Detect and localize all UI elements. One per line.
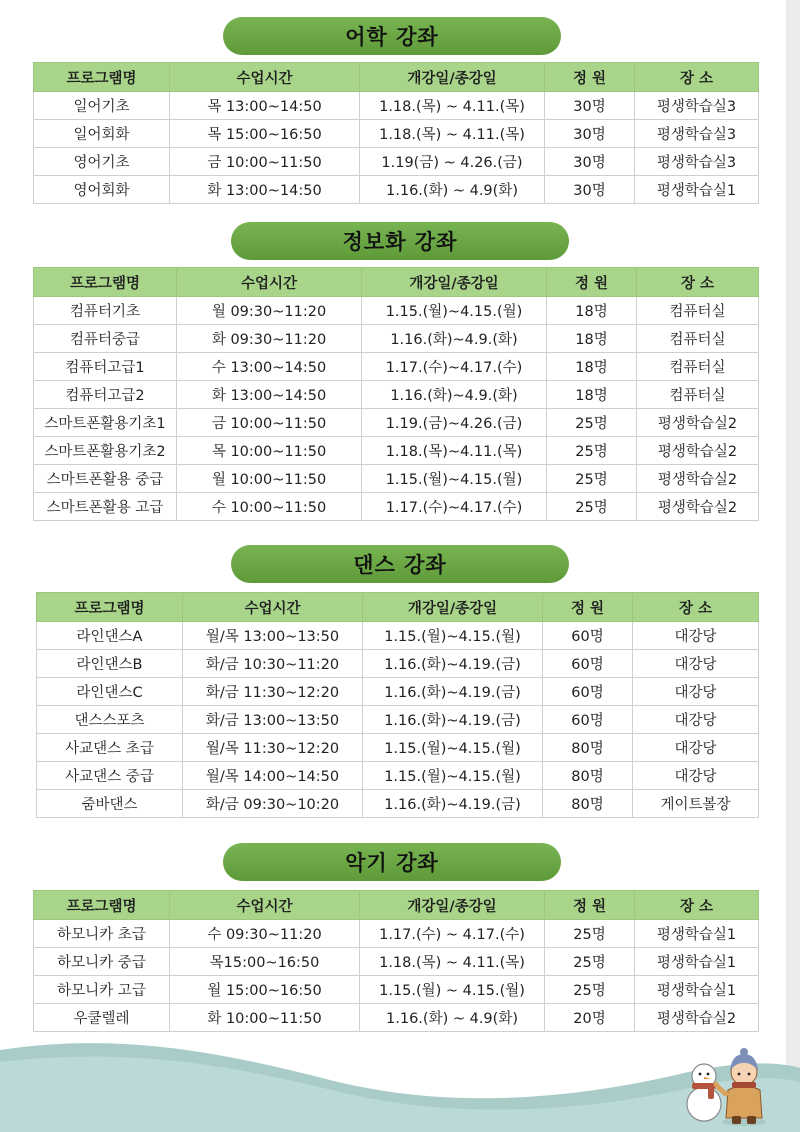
- section-title: 악기 강좌: [223, 843, 561, 881]
- cell-capacity: 80명: [543, 734, 633, 762]
- cell-capacity: 18명: [547, 353, 637, 381]
- cell-location: 평생학습실1: [635, 976, 759, 1004]
- cell-dates: 1.16.(화)~4.19.(금): [363, 790, 543, 818]
- cell-capacity: 60명: [543, 622, 633, 650]
- table-row: [34, 437, 759, 465]
- cell-capacity: 30명: [545, 120, 635, 148]
- cell-dates: 1.17.(수)~4.17.(수): [362, 353, 547, 381]
- table-row: [37, 790, 759, 818]
- cell-capacity: 20명: [545, 1004, 635, 1032]
- cell-time: 화 10:00~11:50: [170, 1004, 360, 1032]
- cell-location: 평생학습실2: [637, 437, 759, 465]
- table-row: [37, 650, 759, 678]
- cell-program: 스마트폰활용기초1: [34, 409, 177, 437]
- cell-location: 대강당: [633, 678, 759, 706]
- cell-dates: 1.15.(월)~4.15.(월): [362, 465, 547, 493]
- cell-time: 월 15:00~16:50: [170, 976, 360, 1004]
- cell-program: 일어기초: [34, 92, 170, 120]
- course-table: [33, 267, 759, 521]
- cell-location: 대강당: [633, 622, 759, 650]
- table-row: [37, 734, 759, 762]
- cell-location: 평생학습실1: [635, 176, 759, 204]
- cell-program: 라인댄스B: [37, 650, 183, 678]
- cell-capacity: 25명: [545, 948, 635, 976]
- cell-location: 평생학습실2: [635, 1004, 759, 1032]
- cell-time: 화/금 11:30~12:20: [183, 678, 363, 706]
- section-title: 댄스 강좌: [231, 545, 569, 583]
- cell-program: 스마트폰활용기초2: [34, 437, 177, 465]
- table-row: [34, 148, 759, 176]
- cell-dates: 1.16.(화) ~ 4.9(화): [360, 1004, 545, 1032]
- cell-capacity: 25명: [545, 920, 635, 948]
- cell-dates: 1.15.(월) ~ 4.15.(월): [360, 976, 545, 1004]
- cell-program: 댄스스포츠: [37, 706, 183, 734]
- header-time: 수업시간: [170, 891, 360, 920]
- cell-location: 게이트볼장: [633, 790, 759, 818]
- cell-dates: 1.17.(수)~4.17.(수): [362, 493, 547, 521]
- table-header-row: [37, 593, 759, 622]
- cell-time: 월 10:00~11:50: [177, 465, 362, 493]
- cell-dates: 1.19.(금)~4.26.(금): [362, 409, 547, 437]
- table-row: [34, 409, 759, 437]
- cell-capacity: 25명: [547, 437, 637, 465]
- cell-time: 수 13:00~14:50: [177, 353, 362, 381]
- table-row: [34, 948, 759, 976]
- table-row: [37, 678, 759, 706]
- cell-dates: 1.15.(월)~4.15.(월): [363, 622, 543, 650]
- table-row: [34, 976, 759, 1004]
- cell-capacity: 18명: [547, 297, 637, 325]
- cell-time: 수 10:00~11:50: [177, 493, 362, 521]
- cell-location: 평생학습실1: [635, 920, 759, 948]
- cell-capacity: 60명: [543, 650, 633, 678]
- cell-dates: 1.16.(화)~4.19.(금): [363, 706, 543, 734]
- table-row: [34, 920, 759, 948]
- cell-location: 평생학습실3: [635, 148, 759, 176]
- cell-dates: 1.19(금) ~ 4.26.(금): [360, 148, 545, 176]
- section-title: 정보화 강좌: [231, 222, 569, 260]
- header-location: 장 소: [635, 63, 759, 92]
- table-row: [34, 120, 759, 148]
- cell-time: 목 15:00~16:50: [170, 120, 360, 148]
- header-capacity: 정 원: [545, 891, 635, 920]
- course-table: [33, 890, 759, 1032]
- table-row: [34, 297, 759, 325]
- cell-program: 라인댄스A: [37, 622, 183, 650]
- header-location: 장 소: [635, 891, 759, 920]
- cell-dates: 1.16.(화)~4.9.(화): [362, 381, 547, 409]
- cell-capacity: 18명: [547, 325, 637, 353]
- cell-time: 월/목 11:30~12:20: [183, 734, 363, 762]
- cell-dates: 1.16.(화)~4.9.(화): [362, 325, 547, 353]
- cell-location: 대강당: [633, 734, 759, 762]
- cell-location: 평생학습실2: [637, 465, 759, 493]
- cell-time: 화/금 13:00~13:50: [183, 706, 363, 734]
- header-capacity: 정 원: [547, 268, 637, 297]
- cell-time: 목 13:00~14:50: [170, 92, 360, 120]
- course-table: [36, 592, 759, 818]
- cell-capacity: 30명: [545, 148, 635, 176]
- cell-capacity: 60명: [543, 678, 633, 706]
- cell-capacity: 25명: [545, 976, 635, 1004]
- page-edge: [786, 0, 800, 1132]
- cell-time: 금 10:00~11:50: [170, 148, 360, 176]
- cell-time: 월/목 13:00~13:50: [183, 622, 363, 650]
- header-dates: 개강일/종강일: [360, 63, 545, 92]
- cell-capacity: 80명: [543, 790, 633, 818]
- cell-dates: 1.18.(목) ~ 4.11.(목): [360, 948, 545, 976]
- cell-capacity: 30명: [545, 176, 635, 204]
- header-dates: 개강일/종강일: [363, 593, 543, 622]
- cell-location: 평생학습실2: [637, 409, 759, 437]
- cell-dates: 1.18.(목)~4.11.(목): [362, 437, 547, 465]
- cell-program: 스마트폰활용 고급: [34, 493, 177, 521]
- table-row: [34, 92, 759, 120]
- cell-capacity: 18명: [547, 381, 637, 409]
- table-row: [37, 622, 759, 650]
- cell-time: 수 09:30~11:20: [170, 920, 360, 948]
- cell-program: 스마트폰활용 중급: [34, 465, 177, 493]
- cell-capacity: 60명: [543, 706, 633, 734]
- snowman-child-illustration: [678, 1030, 778, 1130]
- cell-dates: 1.16.(화)~4.19.(금): [363, 650, 543, 678]
- cell-time: 목15:00~16:50: [170, 948, 360, 976]
- header-capacity: 정 원: [543, 593, 633, 622]
- table-row: [37, 762, 759, 790]
- table-row: [37, 706, 759, 734]
- cell-program: 영어기초: [34, 148, 170, 176]
- header-dates: 개강일/종강일: [360, 891, 545, 920]
- cell-dates: 1.16.(화)~4.19.(금): [363, 678, 543, 706]
- cell-dates: 1.15.(월)~4.15.(월): [363, 734, 543, 762]
- cell-location: 평생학습실1: [635, 948, 759, 976]
- cell-program: 사교댄스 중급: [37, 762, 183, 790]
- cell-dates: 1.18.(목) ~ 4.11.(목): [360, 92, 545, 120]
- header-program: 프로그램명: [34, 891, 170, 920]
- cell-program: 하모니카 중급: [34, 948, 170, 976]
- cell-time: 화/금 10:30~11:20: [183, 650, 363, 678]
- table-header-row: [34, 268, 759, 297]
- cell-dates: 1.15.(월)~4.15.(월): [362, 297, 547, 325]
- cell-program: 하모니카 초급: [34, 920, 170, 948]
- cell-program: 컴퓨터기초: [34, 297, 177, 325]
- cell-location: 컴퓨터실: [637, 353, 759, 381]
- cell-dates: 1.17.(수) ~ 4.17.(수): [360, 920, 545, 948]
- header-program: 프로그램명: [34, 63, 170, 92]
- cell-capacity: 80명: [543, 762, 633, 790]
- table-row: [34, 493, 759, 521]
- cell-location: 평생학습실3: [635, 92, 759, 120]
- cell-time: 목 10:00~11:50: [177, 437, 362, 465]
- header-location: 장 소: [633, 593, 759, 622]
- header-program: 프로그램명: [37, 593, 183, 622]
- header-capacity: 정 원: [545, 63, 635, 92]
- cell-location: 평생학습실2: [637, 493, 759, 521]
- cell-location: 컴퓨터실: [637, 297, 759, 325]
- cell-program: 사교댄스 초급: [37, 734, 183, 762]
- cell-program: 컴퓨터고급1: [34, 353, 177, 381]
- section-title: 어학 강좌: [223, 17, 561, 55]
- cell-time: 화 13:00~14:50: [170, 176, 360, 204]
- header-time: 수업시간: [183, 593, 363, 622]
- header-location: 장 소: [637, 268, 759, 297]
- header-time: 수업시간: [170, 63, 360, 92]
- cell-dates: 1.16.(화) ~ 4.9(화): [360, 176, 545, 204]
- cell-time: 화 13:00~14:50: [177, 381, 362, 409]
- cell-program: 줌바댄스: [37, 790, 183, 818]
- cell-location: 컴퓨터실: [637, 325, 759, 353]
- cell-program: 라인댄스C: [37, 678, 183, 706]
- cell-program: 컴퓨터고급2: [34, 381, 177, 409]
- cell-program: 컴퓨터중급: [34, 325, 177, 353]
- header-dates: 개강일/종강일: [362, 268, 547, 297]
- cell-dates: 1.18.(목) ~ 4.11.(목): [360, 120, 545, 148]
- cell-time: 금 10:00~11:50: [177, 409, 362, 437]
- cell-program: 하모니카 고급: [34, 976, 170, 1004]
- table-row: [34, 381, 759, 409]
- cell-location: 대강당: [633, 762, 759, 790]
- cell-capacity: 25명: [547, 493, 637, 521]
- cell-time: 월 09:30~11:20: [177, 297, 362, 325]
- cell-location: 평생학습실3: [635, 120, 759, 148]
- cell-program: 일어회화: [34, 120, 170, 148]
- cell-capacity: 25명: [547, 465, 637, 493]
- table-row: [34, 176, 759, 204]
- table-row: [34, 353, 759, 381]
- cell-location: 컴퓨터실: [637, 381, 759, 409]
- course-table: [33, 62, 759, 204]
- cell-capacity: 30명: [545, 92, 635, 120]
- cell-capacity: 25명: [547, 409, 637, 437]
- header-time: 수업시간: [177, 268, 362, 297]
- table-row: [34, 465, 759, 493]
- cell-location: 대강당: [633, 706, 759, 734]
- cell-location: 대강당: [633, 650, 759, 678]
- cell-program: 우쿨렐레: [34, 1004, 170, 1032]
- table-row: [34, 325, 759, 353]
- table-header-row: [34, 63, 759, 92]
- cell-program: 영어회화: [34, 176, 170, 204]
- cell-time: 월/목 14:00~14:50: [183, 762, 363, 790]
- cell-dates: 1.15.(월)~4.15.(월): [363, 762, 543, 790]
- table-header-row: [34, 891, 759, 920]
- cell-time: 화 09:30~11:20: [177, 325, 362, 353]
- cell-time: 화/금 09:30~10:20: [183, 790, 363, 818]
- header-program: 프로그램명: [34, 268, 177, 297]
